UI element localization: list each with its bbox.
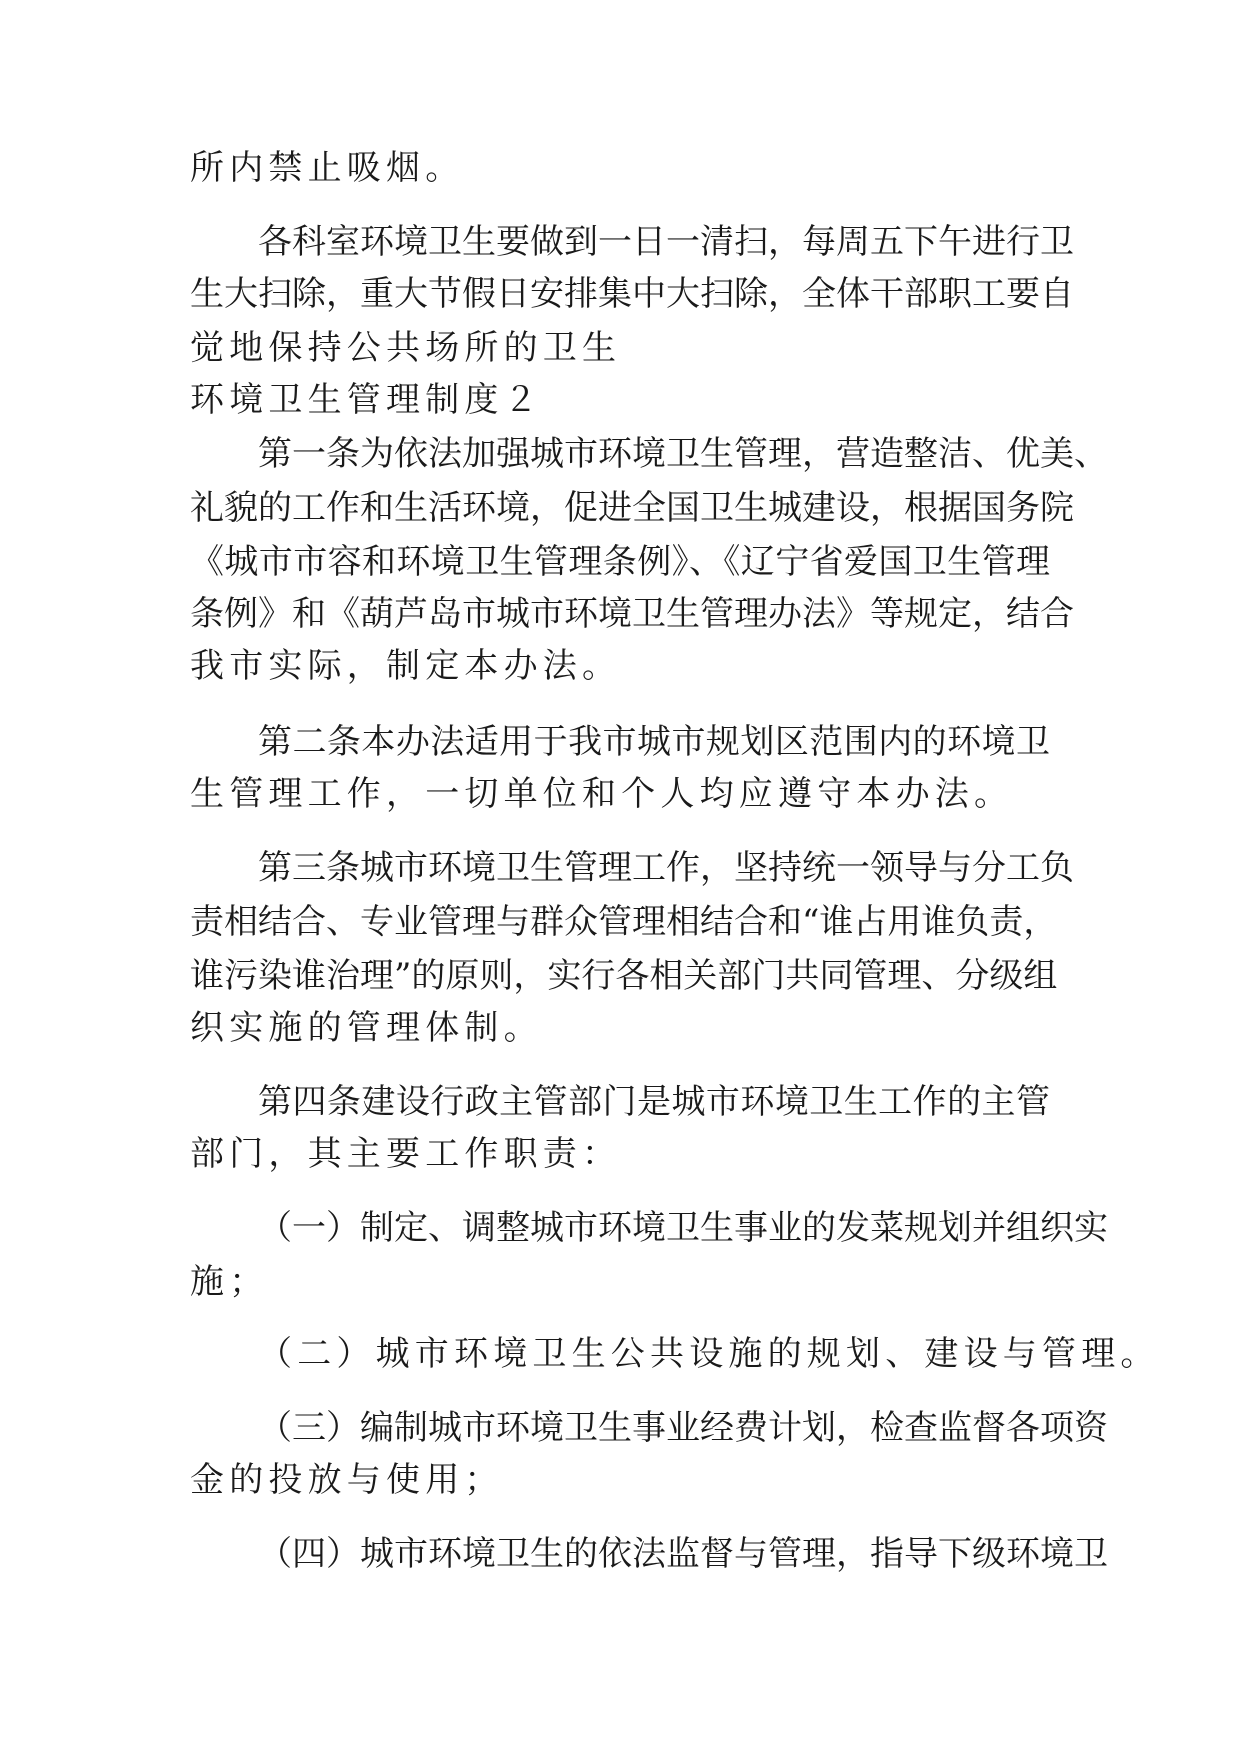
text-line: 《城市市容和环境卫生管理条例》、《辽宁省爱国卫生管理 xyxy=(190,542,1050,582)
text-line: 部门，其主要工作职责： xyxy=(190,1134,622,1174)
list-item-2: （二）城市环境卫生公共设施的规划、建设与管理。 xyxy=(258,1334,1160,1374)
text-line: 生大扫除，重大节假日安排集中大扫除，全体干部职工要自 xyxy=(190,274,1074,314)
text-line: 金的投放与使用； xyxy=(190,1460,504,1500)
text-line: 条例》和《葫芦岛市城市环境卫生管理办法》等规定，结合 xyxy=(190,594,1074,634)
paragraph-first-line: 第一条为依法加强城市环境卫生管理，营造整洁、优美、 xyxy=(258,434,1108,474)
text-line: 生管理工作，一切单位和个人均应遵守本办法。 xyxy=(190,774,1014,814)
list-item-4: （四）城市环境卫生的依法监督与管理，指导下级环境卫 xyxy=(258,1534,1108,1574)
paragraph-first-line: 第二条本办法适用于我市城市规划区范围内的环境卫 xyxy=(258,722,1050,762)
section-heading: 环境卫生管理制度２ xyxy=(190,380,543,420)
paragraph-first-line: 各科室环境卫生要做到一日一清扫，每周五下午进行卫 xyxy=(258,222,1074,262)
text-line: 觉地保持公共场所的卫生 xyxy=(190,328,622,368)
text-line: 所内禁止吸烟。 xyxy=(190,148,465,188)
text-line: 礼貌的工作和生活环境，促进全国卫生城建设，根据国务院 xyxy=(190,488,1074,528)
text-line: 责相结合、专业管理与群众管理相结合和“谁占用谁负责， xyxy=(190,902,1058,942)
text-line: 织实施的管理体制。 xyxy=(190,1008,543,1048)
list-item-1: （一）制定、调整城市环境卫生事业的发菜规划并组织实 xyxy=(258,1208,1108,1248)
text-line: 我市实际，制定本办法。 xyxy=(190,646,622,686)
paragraph-first-line: 第四条建设行政主管部门是城市环境卫生工作的主管 xyxy=(258,1082,1050,1122)
paragraph-first-line: 第三条城市环境卫生管理工作，坚持统一领导与分工负 xyxy=(258,848,1074,888)
text-line: 谁污染谁治理”的原则，实行各相关部门共同管理、分级组 xyxy=(190,956,1058,996)
list-item-3: （三）编制城市环境卫生事业经费计划，检查监督各项资 xyxy=(258,1408,1108,1448)
text-line: 施； xyxy=(190,1262,269,1302)
